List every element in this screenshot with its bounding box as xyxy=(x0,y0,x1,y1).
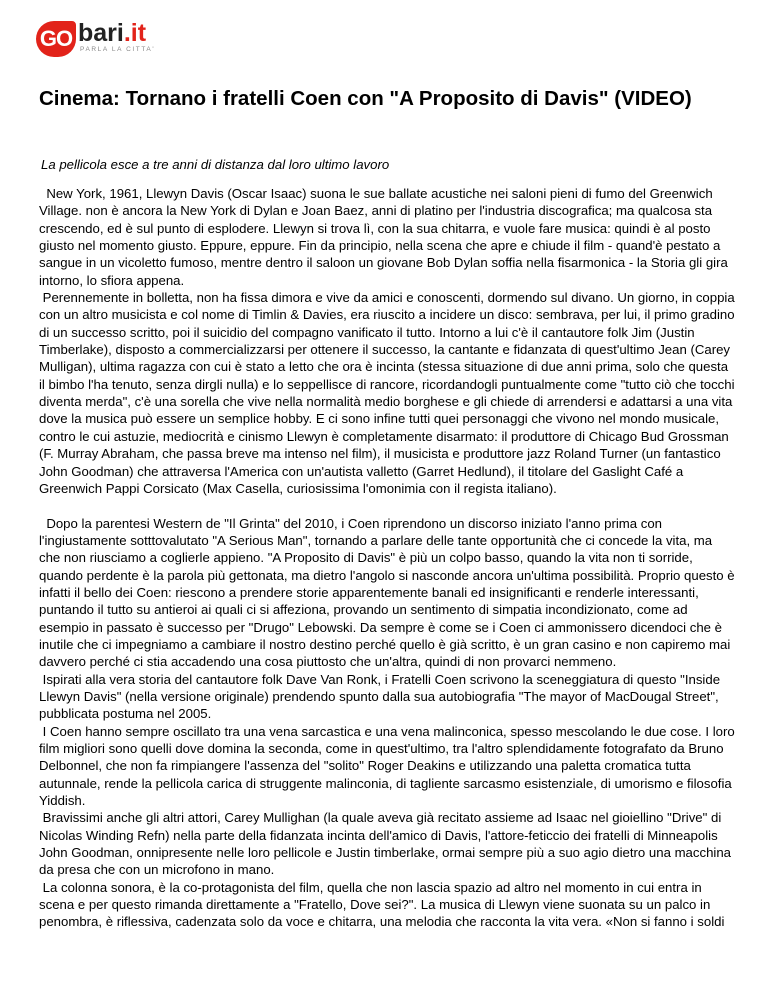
article-title: Cinema: Tornano i fratelli Coen con "A Proposito di Davis" (VIDEO) xyxy=(39,87,692,110)
logo-text xyxy=(78,21,155,54)
article-paragraph: Bravissimi anche gli altri attori, Carey Mullighan (la quale aveva già recitato assieme ad Isaac nel gioiellino "Drive" di Nicolas Winding Refn) nella parte della fidanzata incinta dell'amico di Davis, l'attore-feticcio dei fratelli di Minneapolis John Goodman, onnipresente nelle loro pellicole e Justin timberlake, ormai sempre più a suo agio dietro una macchina da presa che con un microfono in mano. xyxy=(39,810,735,878)
article-paragraph: I Coen hanno sempre oscillato tra una vena sarcastica e una vena malinconica, spesso mescolando le due cose. I loro film migliori sono quelli dove domina la seconda, come in quest'ultimo, tra l'altro splendidamente fotografato da Bruno Delbonnel, che non fa rimpiangere l'assenza del "solito" Roger Deakins e utilizzando una paletta cromatica tutta autunnale, rende la pellicola carica di struggente malinconia, di tagliente sarcasmo esistenziale, di umorismo e filosofia Yiddish. xyxy=(39,723,739,809)
logo-name-main: bari xyxy=(78,19,124,47)
article-paragraph: Perennemente in bolletta, non ha fissa dimora e vive da amici e conoscenti, dormendo sul divano. Un giorno, in coppia con un altro musicista e col nome di Timlin & Davies, era riuscito a incidere un disco: sembrava, per lui, il primo gradino di un successo scritto, poi il suicidio del compagno vanificato il tutto. Intorno a lui c'è il cantautore folk Jim (Justin Timberlake), disposto a commercializzarsi per ottenere il successo, la cantante e fidanzata di quest'ultimo Jean (Carey Mulligan), ultima ragazza con cui è stato a letto che ora è incinta (stessa situazione di due anni prima, solo che questa il bimbo l'ha tenuto, senza dirgli nulla) e lo seppellisce di rancore, ricordandogli puntualmente come "tutto ciò che tocchi diventa merda", c'è una sorella che vive nella normalità medio borghese e gli chiede di arrendersi e adattarsi a una vita dove la musica può essere un semplice hobby. E ci sono infine tutti quei personaggi che vivono nel mondo musicale, contro le cui astuzie, mediocrità e cinismo Llewyn è completamente disarmato: il produttore di Chicago Bud Grossman (F. Murray Abraham, che passa breve ma intenso nel film), il musicista e produttore jazz Roland Turner (un fantastico John Goodman) che attraversa l'America con un'autista valletto (Garret Hedlund), il titolare del Gaslight Café a Greenwich Pappi Corsicato (Max Casella, curiosissima l'omonimia con il regista italiano). xyxy=(39,290,739,496)
article-body xyxy=(39,185,737,931)
article-paragraph: La colonna sonora, è la co-protagonista del film, quella che non lascia spazio ad altro nel momento in cui entra in scena e per questo rimanda direttamente a "Fratello, Dove sei?". La musica di Llewyn viene suonata su un palco in penombra, è riflessiva, cadenzata solo da voce e chitarra, una melodia che racconta la vita vera. «Non si fanno i soldi xyxy=(39,879,725,930)
site-logo[interactable] xyxy=(36,21,155,57)
logo-name-tld: .it xyxy=(123,19,147,47)
logo-badge: GO xyxy=(36,21,76,57)
article-paragraph: Dopo la parentesi Western de "Il Grinta" del 2010, i Coen riprendono un discorso iniziato l'anno prima con l'ingiustamente sotttovalutato "A Serious Man", tornando a parlare delle tante opportunità che ci concede la vita, ma che non riusciamo a coglierle appieno. "A Proposito di Davis" è più un colpo basso, quando la vita non ti sorride, quando perdente è la parola più gettonata, ma dietro l'angolo si nasconde ancora un'ultima possibilità. Proprio questo è infatti il bello dei Coen: riescono a prendere storie apparentemente banali ed insignificanti e renderle interessanti, puntando il tutto su antieroi ai quali ci si affeziona, provando un sentimento di simpatia incondizionato, come ad esempio in passato è successo per "Drugo" Lebowski. Da sempre è come se i Coen ci ammonissero dicendoci che è inutile che ci impegniamo a cambiare il nostro destino perché quello è già scritto, è un gran casino e non capiremo mai davvero perché ci stia accadendo una cosa piuttosto che un'altra, quindi di non provarci nemmeno. xyxy=(39,515,739,670)
article-paragraph: New York, 1961, Llewyn Davis (Oscar Isaac) suona le sue ballate acustiche nei saloni pieni di fumo del Greenwich Village. non è ancora la New York di Dylan e Joan Baez, anni di platino per l'industria discografica; ma qualcosa sta crescendo, ed è sul punto di esplodere. Llewyn si trova lì, con la sua chitarra, e vuole fare musica: quindi è al posto giusto nel momento giusto. Eppure, eppure. Fin da principio, nella scena che apre e chiude il film - quand'è pestato a sangue in un vicoletto fumoso, mentre dentro il saloon un giovane Bob Dylan soffia nella fisarmonica - la Storia gli gira intorno, lo sfiora appena. xyxy=(39,186,732,288)
article-paragraph: Ispirati alla vera storia del cantautore folk Dave Van Ronk, i Fratelli Coen scrivono la sceneggiatura di questo "Inside Llewyn Davis" (nella versione originale) prendendo spunto dalla sua autobiografia "The mayor of MacDougal Street", pubblicata postuma nel 2005. xyxy=(39,671,724,722)
logo-tagline: PARLA LA CITTA' xyxy=(80,46,156,53)
logo-name xyxy=(78,21,155,46)
article-subtitle: La pellicola esce a tre anni di distanza dal loro ultimo lavoro xyxy=(41,157,390,172)
